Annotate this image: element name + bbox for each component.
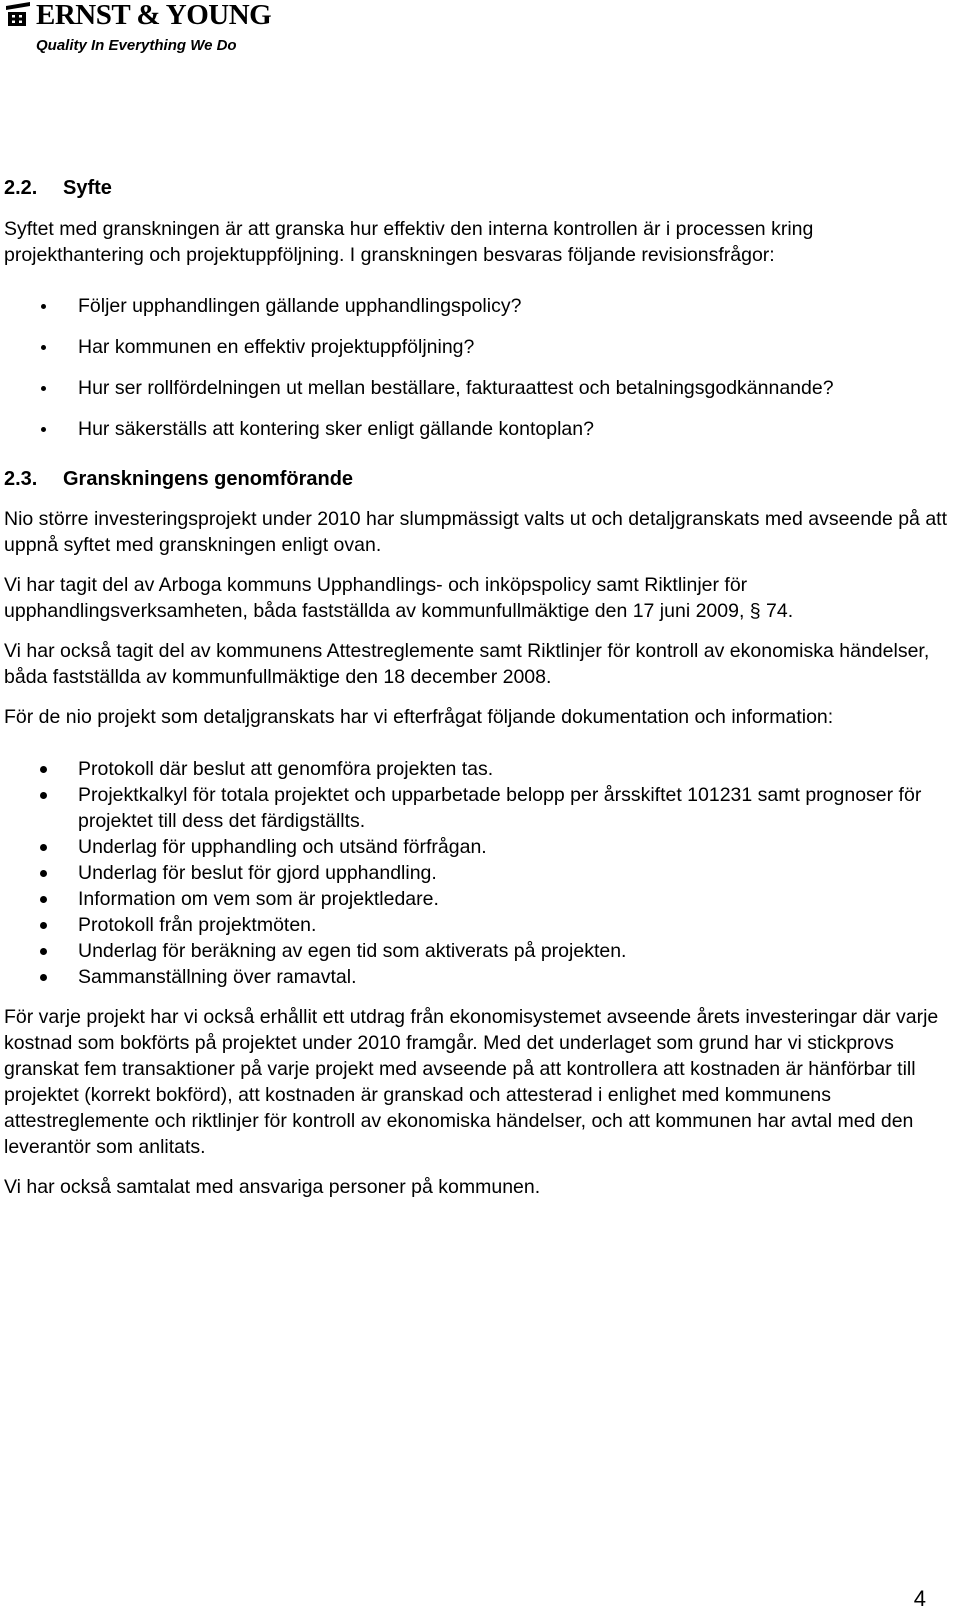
closing-paragraph: Vi har också samtalat med ansvariga personer på kommunen. bbox=[4, 1176, 541, 1198]
bullet-icon bbox=[40, 948, 47, 955]
genomforande-paragraph: För de nio projekt som detaljgranskats har vi efterfrågat följande dokumentation och information: bbox=[4, 706, 834, 728]
list-item-text: Hur ser rollfördelningen ut mellan beställare, fakturaattest och betalningsgodkännande? bbox=[78, 377, 834, 399]
bullet-icon bbox=[40, 974, 47, 981]
bullet-icon bbox=[40, 922, 47, 929]
list-item bbox=[4, 416, 952, 442]
revision-questions-list bbox=[4, 293, 952, 442]
bullet-icon bbox=[40, 896, 47, 903]
list-item bbox=[4, 375, 952, 401]
list-item bbox=[4, 938, 952, 964]
bullet-icon bbox=[40, 870, 47, 877]
bullet-icon bbox=[41, 427, 46, 432]
page-number: 4 bbox=[913, 1586, 926, 1611]
list-item-text: Protokoll från projektmöten. bbox=[78, 914, 317, 936]
section-heading-syfte bbox=[4, 176, 952, 200]
section-number: 2.2. bbox=[4, 177, 38, 199]
list-item-text: Följer upphandlingen gällande upphandlingspolicy? bbox=[78, 295, 522, 317]
bullet-icon bbox=[41, 345, 46, 350]
bullet-icon bbox=[40, 766, 47, 773]
list-item bbox=[4, 860, 952, 886]
list-item-text: Underlag för beslut för gjord upphandling. bbox=[78, 862, 437, 884]
bullet-icon bbox=[41, 304, 46, 309]
list-item bbox=[4, 334, 952, 360]
section-title: Syfte bbox=[63, 177, 112, 199]
documentation-list bbox=[4, 756, 952, 990]
ernst-young-logo-icon bbox=[6, 2, 36, 28]
list-item bbox=[4, 782, 952, 834]
genomforande-paragraph: Nio större investeringsprojekt under 2010 har slumpmässigt valts ut och detaljgranskats med avseende på att uppnå syftet med granskningen enligt ovan. bbox=[4, 508, 947, 556]
syfte-intro-paragraph: Syftet med granskningen är att granska hur effektiv den interna kontrollen är i processen kring projekthantering och projektuppföljning. I granskningen besvaras följande revisionsfrågor: bbox=[4, 218, 814, 266]
company-logo bbox=[4, 0, 272, 60]
document-body bbox=[4, 176, 952, 1200]
list-item bbox=[4, 293, 952, 319]
logo-company-name: ERNST & YOUNG bbox=[36, 0, 272, 31]
list-item bbox=[4, 834, 952, 860]
bullet-icon bbox=[40, 844, 47, 851]
list-item bbox=[4, 886, 952, 912]
closing-paragraph: För varje projekt har vi också erhållit ett utdrag från ekonomisystemet avseende årets investeringar där varje kostnad som bokförts på projektet under 2010 framgår. Med det underlaget som grund har vi stickprovs granskat fem transaktioner på varje projekt med avseende på att kontrollera att kostnaden är hänförbar till projektet (korrekt bokförd), att kostnaden är granskad och attesterad i enlighet med kommunens attestreglemente och riktlinjer för kontroll av ekonomiska händelser, och att kommunen har avtal med den leverantör som anlitats. bbox=[4, 1006, 939, 1158]
genomforande-paragraph: Vi har tagit del av Arboga kommuns Upphandlings- och inköpspolicy samt Riktlinjer för upphandlingsverksamheten, båda fastställda av kommunfullmäktige den 17 juni 2009, § 74. bbox=[4, 574, 794, 622]
logo-tagline: Quality In Everything We Do bbox=[36, 37, 237, 54]
list-item-text: Protokoll där beslut att genomföra projekten tas. bbox=[78, 758, 494, 780]
bullet-icon bbox=[41, 386, 46, 391]
list-item-text: Underlag för beräkning av egen tid som aktiverats på projekten. bbox=[78, 940, 627, 962]
list-item-text: Information om vem som är projektledare. bbox=[78, 888, 439, 910]
list-item-text: Har kommunen en effektiv projektuppföljning? bbox=[78, 336, 475, 358]
list-item-text: Projektkalkyl för totala projektet och upparbetade belopp per årsskiftet 101231 samt prognoser för projektet till dess det färdigställts. bbox=[78, 784, 922, 832]
list-item-text: Underlag för upphandling och utsänd förfrågan. bbox=[78, 836, 487, 858]
list-item bbox=[4, 912, 952, 938]
section-title: Granskningens genomförande bbox=[63, 468, 354, 490]
list-item-text: Hur säkerställs att kontering sker enligt gällande kontoplan? bbox=[78, 418, 594, 440]
list-item bbox=[4, 964, 952, 990]
section-heading-genomforande bbox=[4, 467, 952, 491]
section-number: 2.3. bbox=[4, 468, 38, 490]
list-item bbox=[4, 756, 952, 782]
list-item-text: Sammanställning över ramavtal. bbox=[78, 966, 357, 988]
genomforande-paragraph: Vi har också tagit del av kommunens Attestreglemente samt Riktlinjer för kontroll av ekonomiska händelser, båda fastställda av kommunfullmäktige den 18 december 2008. bbox=[4, 640, 930, 688]
bullet-icon bbox=[40, 792, 47, 799]
